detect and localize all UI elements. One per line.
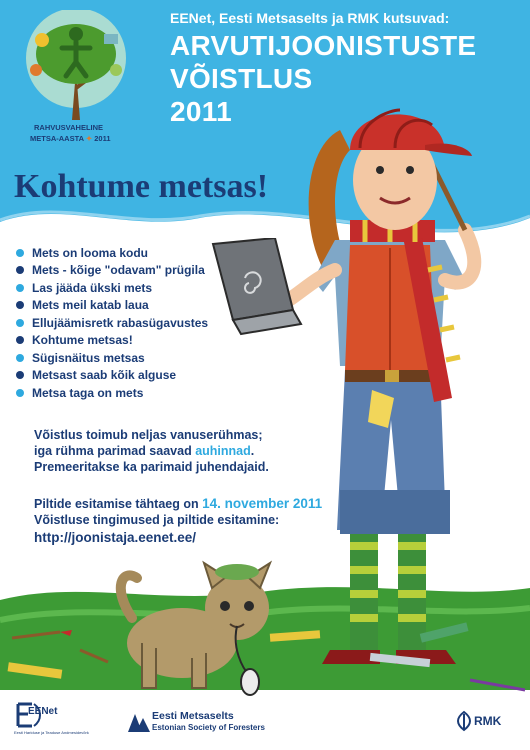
title-line-3: 2011 (170, 96, 232, 127)
title-line-1: ARVUTIJOONISTUSTE (170, 30, 477, 61)
theme-item (16, 367, 208, 385)
bullet-dot-icon (16, 249, 24, 257)
theme-item (16, 279, 208, 297)
brush-icon (80, 650, 108, 662)
theme-label: Metsa taga on mets (32, 385, 144, 400)
title-line-2: VÕISTLUS (170, 63, 313, 94)
theme-item (16, 244, 208, 262)
bullet-dot-icon (16, 354, 24, 362)
brush-icon (470, 680, 525, 690)
info-line-2-text: iga rühma parimad saavad (34, 444, 196, 458)
theme-label: Kohtume metsas! (32, 333, 133, 348)
deadline-label: Piltide esitamise tähtaeg on (34, 497, 203, 511)
theme-list (16, 244, 208, 402)
slogan-heading: Kohtume metsas! (14, 168, 269, 205)
logo-text-year: 2011 (94, 134, 111, 143)
metsaselts-logo-subtext: Estonian Society of Foresters (152, 723, 265, 732)
logo-text-line2 (30, 134, 111, 143)
theme-item (16, 297, 208, 315)
theme-label: Mets meil katab laua (32, 298, 149, 313)
bullet-dot-icon (16, 371, 24, 379)
pencil-icon (370, 653, 431, 667)
rules-line: Võistluse tingimused ja piltide esitamine: (34, 513, 280, 527)
info-line-2-end: . (250, 444, 255, 458)
prizes-highlight: auhinnad (195, 444, 251, 458)
theme-label: Mets - kõige "odavam" prügila (32, 263, 205, 278)
theme-item (16, 332, 208, 350)
logo-star-icon: ✦ (85, 134, 93, 143)
theme-item (16, 384, 208, 402)
deadline-date: 14. november 2011 (202, 496, 323, 511)
bullet-dot-icon (16, 336, 24, 344)
theme-item (16, 349, 208, 367)
metsaselts-logo-icon (126, 710, 152, 734)
logo-text-line1: RAHVUSVAHELINE (34, 123, 104, 132)
pencil-icon (420, 622, 469, 642)
art-supplies (0, 620, 530, 700)
bullet-dot-icon (16, 301, 24, 309)
organizers-subtitle: EENet, Eesti Metsaselts ja RMK kutsuvad: (170, 10, 450, 26)
theme-label: Ellujäämisretk rabasügavustes (32, 315, 209, 330)
logo-text-metsa-aasta: METSA-AASTA (30, 134, 84, 143)
theme-label: Las jääda ükski mets (32, 280, 153, 295)
info-line-1: Võistlus toimub neljas vanuserühmas; (34, 428, 263, 442)
pencil-icon (270, 630, 320, 641)
metsaselts-logo-text: Eesti Metsaselts (152, 710, 234, 722)
rmk-logo-text: RMK (474, 714, 502, 728)
eenet-logo-text: EENet (28, 706, 58, 717)
rmk-logo-icon (456, 710, 472, 732)
brush-icon (12, 630, 72, 638)
bullet-dot-icon (16, 284, 24, 292)
eenet-logo-subtext: Eesti Hariduse ja Teaduse Andmesidevõrk (14, 730, 89, 735)
theme-item (16, 262, 208, 280)
laptop-icon (205, 238, 305, 338)
bullet-dot-icon (16, 389, 24, 397)
website-link[interactable]: http://joonistaja.eenet.ee/ (34, 530, 197, 545)
forest-year-logo (14, 10, 138, 122)
theme-label: Metsast saab kõik alguse (32, 368, 177, 383)
theme-label: Sügisnäitus metsas (32, 350, 145, 365)
info-line-3: Premeeritakse ka parimaid juhendajaid. (34, 460, 269, 474)
theme-item (16, 314, 208, 332)
pencil-icon (8, 662, 63, 678)
bullet-dot-icon (16, 266, 24, 274)
theme-label: Mets on looma kodu (32, 245, 149, 260)
bullet-dot-icon (16, 319, 24, 327)
